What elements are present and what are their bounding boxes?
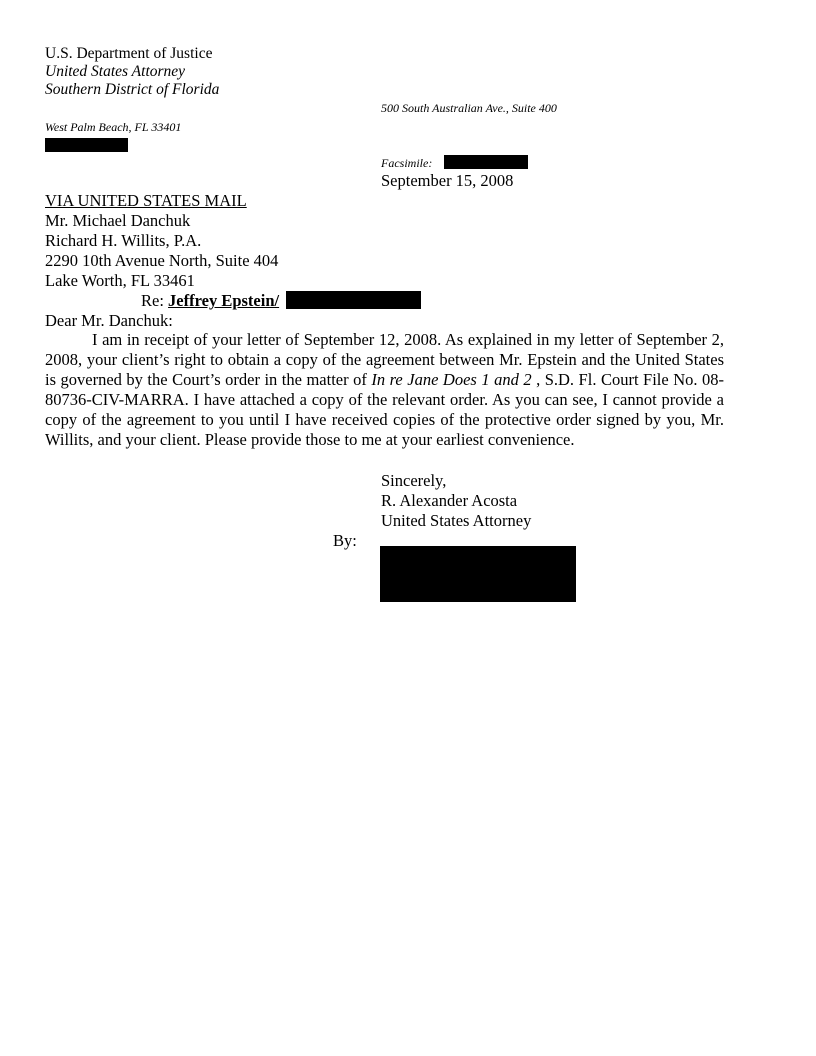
redacted-signature: [380, 546, 576, 602]
body-text-2: , S.D. Fl. Court File No. 08-80736-CIV-MARRA. I have attached a copy of the relevant order. As you can see, I cannot provide a copy of the agreement to you until I have received copies of the protective order signed by you, Mr. Willits, and your client. Please provide those to me at your earliest convenience.: [45, 370, 724, 449]
salutation: Dear Mr. Danchuk:: [45, 311, 173, 330]
case-name: In re Jane Does 1 and 2: [371, 370, 532, 389]
recipient-city: Lake Worth, FL 33461: [45, 271, 195, 290]
office-city: West Palm Beach, FL 33401: [45, 120, 182, 134]
letter-body: [45, 330, 724, 450]
body-text-1: I am in receipt of your letter of September 12, 2008. As explained in my letter of September 2, 2008, your client’s right to obtain a copy of the agreement between Mr. Epstein and the United States is governed by the Court’s order in the matter of: [45, 330, 724, 389]
recipient-street: 2290 10th Avenue North, Suite 404: [45, 251, 279, 270]
recipient-name: Mr. Michael Danchuk: [45, 211, 191, 230]
re-subject: Jeffrey Epstein/: [168, 291, 280, 310]
by-label: By:: [333, 531, 357, 550]
office-name: United States Attorney: [45, 63, 186, 80]
redacted-re-subject: [286, 291, 421, 309]
department-name: U.S. Department of Justice: [45, 45, 213, 62]
letter-date: September 15, 2008: [381, 171, 514, 190]
re-line: [141, 291, 279, 311]
district-name: Southern District of Florida: [45, 81, 220, 98]
signer-name: R. Alexander Acosta: [381, 491, 518, 510]
facsimile-label: Facsimile:: [381, 156, 433, 170]
redacted-phone: [45, 138, 128, 152]
office-address: 500 South Australian Ave., Suite 400: [381, 101, 557, 115]
delivery-method: VIA UNITED STATES MAIL: [45, 191, 247, 210]
valediction: Sincerely,: [381, 471, 447, 490]
re-label: Re:: [141, 291, 164, 310]
signer-title: United States Attorney: [381, 511, 532, 530]
recipient-firm: Richard H. Willits, P.A.: [45, 231, 202, 250]
redacted-facsimile: [444, 155, 528, 169]
